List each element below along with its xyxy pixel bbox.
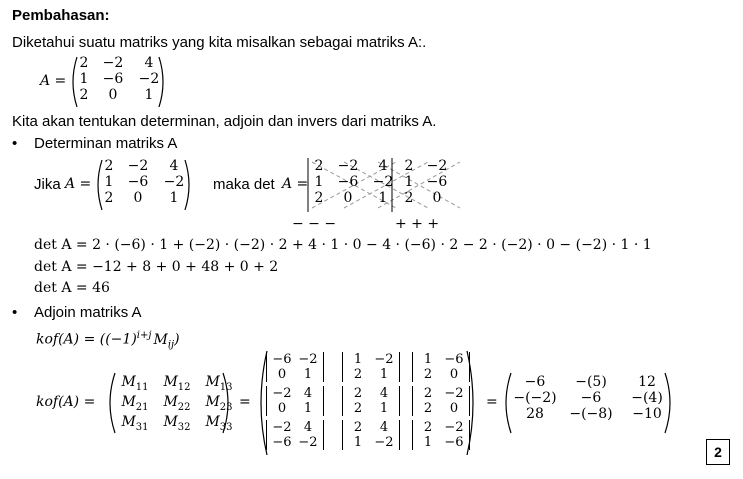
- minor-cell: −6: [444, 352, 464, 367]
- minor-determinant: [412, 420, 470, 450]
- jika-text: Jika: [34, 176, 61, 193]
- matrix-cell: 2: [404, 158, 414, 174]
- matrix-cell: −6: [426, 174, 448, 190]
- minor-cell: 4: [379, 386, 389, 401]
- minor-cell: 0: [277, 367, 287, 382]
- maka-a-label: A =: [282, 176, 309, 192]
- minor-cell: 1: [303, 401, 313, 416]
- minor-cell: −2: [374, 352, 394, 367]
- bullet-determinan: Determinan matriks A: [34, 135, 178, 152]
- minor-cell: −6: [444, 435, 464, 450]
- minor-cell: −2: [272, 420, 292, 435]
- minor-determinant: [342, 386, 400, 416]
- matrix-cell: 2: [104, 158, 114, 174]
- kof-result-matrix: [508, 374, 674, 422]
- minor-cell: 4: [303, 420, 313, 435]
- matrix-cell: 0: [432, 190, 442, 206]
- matrix-cell: −2: [163, 174, 185, 190]
- matrix-cell: 12: [638, 374, 656, 390]
- bullet-dot-1: •: [12, 135, 18, 152]
- minor-cell: 2: [423, 420, 433, 435]
- matrix-cell: 2: [314, 158, 324, 174]
- matrix-cell: −6: [102, 71, 124, 87]
- matrix-cell: 1: [104, 174, 114, 190]
- matrix-cell: $M_{23}$: [205, 393, 233, 413]
- minor-cell: −2: [374, 435, 394, 450]
- sentence-2: Kita akan tentukan determinan, adjoin dan invers dari matriks A.: [12, 113, 437, 130]
- jika-a-label: A =: [65, 176, 92, 192]
- minor-cell: −2: [444, 420, 464, 435]
- minor-determinant: [342, 352, 400, 382]
- minor-determinant: [266, 386, 324, 416]
- matrix-cell: 1: [378, 190, 388, 206]
- minor-cell: −2: [444, 386, 464, 401]
- maka-text: maka det: [213, 176, 275, 193]
- minor-cell: 2: [423, 367, 433, 382]
- matrix-cell: −2: [372, 174, 394, 190]
- sarrus-matrix: [309, 158, 455, 206]
- matrix-a: [74, 55, 166, 103]
- minor-determinant: [342, 420, 400, 450]
- matrix-cell: $M_{32}$: [163, 413, 191, 433]
- matrix-cell: 0: [133, 190, 143, 206]
- matrix-cell: −2: [337, 158, 359, 174]
- matrix-cell: −2: [127, 158, 149, 174]
- minor-cell: 4: [379, 420, 389, 435]
- matrix-cell: 1: [169, 190, 179, 206]
- m-matrix-right-paren: [222, 372, 234, 434]
- matrix-cell: −(4): [631, 390, 663, 406]
- minor-cell: −2: [298, 435, 318, 450]
- minor-cell: 2: [353, 386, 363, 401]
- bullet-dot-2: •: [12, 304, 18, 321]
- minor-cell: 4: [303, 386, 313, 401]
- matrix-cell: 4: [169, 158, 179, 174]
- kof-definition: $kof(A) = ((-1)^{i+j}$ $M_{ij}$): [36, 330, 180, 351]
- det-line-3: det A = 46: [34, 280, 110, 296]
- minor-determinant: [266, 352, 324, 382]
- minor-cell: −6: [272, 352, 292, 367]
- matrix-cell: $M_{21}$: [121, 393, 149, 413]
- minor-cell: 1: [303, 367, 313, 382]
- matrix-cell: 1: [404, 174, 414, 190]
- minor-cell: 2: [353, 401, 363, 416]
- matrix-cell: −6: [127, 174, 149, 190]
- minor-cell: 0: [277, 401, 287, 416]
- minors-right-paren: [466, 350, 480, 456]
- matrix-cell: 0: [343, 190, 353, 206]
- minor-cell: 1: [353, 352, 363, 367]
- matrix-cell: −10: [632, 406, 662, 422]
- sarrus-plus-signs: + + +: [395, 216, 440, 232]
- det-line-2: det A = −12 + 8 + 0 + 48 + 0 + 2: [34, 259, 279, 275]
- minor-cell: 1: [379, 367, 389, 382]
- det-line-1: det A = 2 · (−6) · 1 + (−2) · (−2) · 2 + 4 · 1 · 0 − 4 · (−6) · 2 − 2 · (−2) · 0 − (−2) · 1 · 1: [34, 237, 652, 253]
- equals-2: =: [486, 394, 498, 410]
- kof-label: kof(A) =: [36, 394, 96, 410]
- matrix-cell: 28: [526, 406, 544, 422]
- minor-cell: 2: [353, 420, 363, 435]
- intro-text: Diketahui suatu matriks yang kita misalkan sebagai matriks A:.: [12, 34, 427, 51]
- matrix-cell: −6: [524, 374, 546, 390]
- jika-matrix: [99, 158, 191, 206]
- result-right-paren: [664, 372, 676, 434]
- minor-cell: 2: [423, 401, 433, 416]
- matrix-cell: 2: [79, 55, 89, 71]
- minor-cell: 0: [449, 401, 459, 416]
- matrix-cell: 2: [79, 87, 89, 103]
- jika-right-paren: [184, 159, 194, 211]
- minor-cell: 1: [423, 352, 433, 367]
- matrix-cell: $M_{13}$: [205, 374, 233, 393]
- matrix-cell: −(−2): [513, 390, 557, 406]
- matrix-cell: 1: [79, 71, 89, 87]
- minor-cell: 2: [353, 367, 363, 382]
- minor-cell: −6: [272, 435, 292, 450]
- matrix-cell: −(5): [575, 374, 607, 390]
- matrix-cell: $M_{12}$: [163, 374, 191, 393]
- matrix-cell: −6: [337, 174, 359, 190]
- minor-determinant: [266, 420, 324, 450]
- matrix-cell: 0: [108, 87, 118, 103]
- matrix-cell: −2: [138, 71, 160, 87]
- minor-cell: 2: [423, 386, 433, 401]
- matrix-a-label: A =: [40, 73, 67, 89]
- minor-cell: 1: [353, 435, 363, 450]
- matrix-cell: $M_{22}$: [163, 393, 191, 413]
- matrix-cell: 4: [144, 55, 154, 71]
- matrix-cell: 1: [314, 174, 324, 190]
- minor-determinant: [412, 386, 470, 416]
- matrix-cell: $M_{33}$: [205, 413, 233, 433]
- equals-1: =: [239, 394, 251, 410]
- matrix-cell: 2: [314, 190, 324, 206]
- minor-cell: 1: [423, 435, 433, 450]
- matrix-cell: 4: [378, 158, 388, 174]
- matrix-cell: 2: [104, 190, 114, 206]
- minor-determinant: [412, 352, 470, 382]
- minor-cell: 0: [449, 367, 459, 382]
- matrix-cell: −2: [102, 55, 124, 71]
- page-number: 2: [706, 439, 730, 465]
- sarrus-minus-signs: − − −: [292, 216, 337, 232]
- minor-cell: −2: [272, 386, 292, 401]
- matrix-a-right-paren: [158, 56, 168, 108]
- matrix-cell: $M_{31}$: [121, 413, 149, 433]
- minor-cell: 1: [379, 401, 389, 416]
- bullet-adjoin: Adjoin matriks A: [34, 304, 142, 321]
- minor-cell: −2: [298, 352, 318, 367]
- matrix-cell: −(−8): [569, 406, 613, 422]
- matrix-cell: 2: [404, 190, 414, 206]
- matrix-cell: −2: [426, 158, 448, 174]
- matrix-cell: −6: [580, 390, 602, 406]
- heading: Pembahasan:: [12, 7, 110, 24]
- matrix-cell: 1: [144, 87, 154, 103]
- matrix-cell: $M_{11}$: [121, 374, 149, 393]
